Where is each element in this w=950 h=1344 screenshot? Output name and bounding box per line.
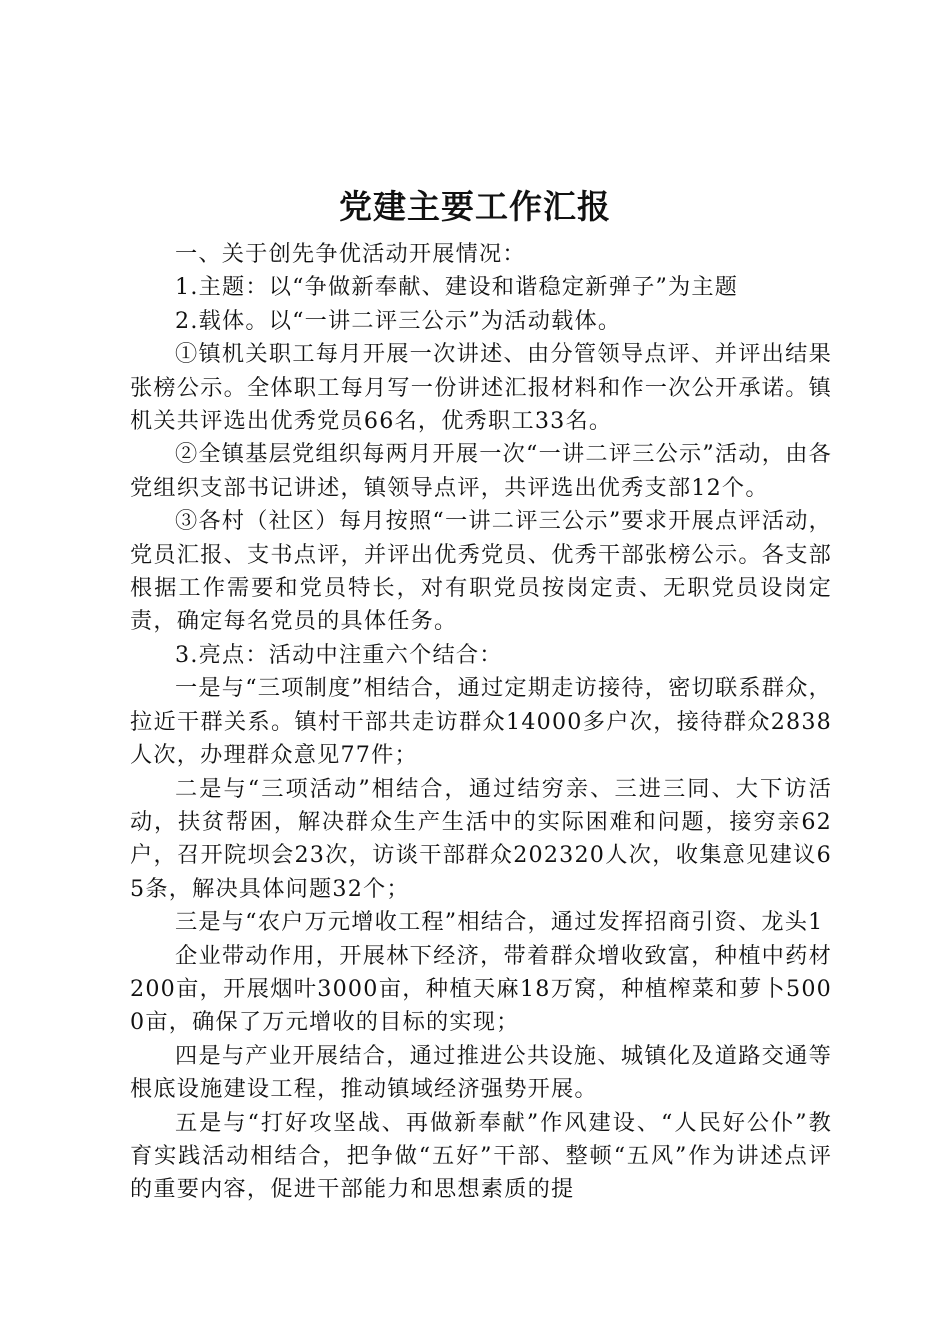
paragraph-highlights: 3.亮点：活动中注重六个结合： bbox=[175, 641, 503, 668]
paragraph-combination-2: 二是与“三项活动”相结合，通过结穷亲、三进三同、大下访活动，扶贫帮困，解决群众生产生活中的实际困难和问题，接穷亲62户，召开院坝会23次，访谈干部群众202320人次，收集意见建议65条，解决具体问题32个； bbox=[130, 775, 832, 902]
paragraph-item-2: ②全镇基层党组织每两月开展一次“一讲二评三公示”活动，由各党组织支部书记讲述，镇领导点评，共评选出优秀支部12个。 bbox=[130, 441, 832, 501]
paragraph-combination-3-cont: 企业带动作用，开展林下经济，带着群众增收致富，种植中药材200亩，开展烟叶3000亩，种植天麻18万窝，种植榨菜和萝卜5000亩，确保了万元增收的目标的实现； bbox=[130, 942, 832, 1036]
document-title: 党建主要工作汇报 bbox=[339, 187, 611, 226]
paragraph-combination-5: 五是与“打好攻坚战、再做新奉献”作风建设、“人民好公仆”教育实践活动相结合，把争做“五好”干部、整顿“五风”作为讲述点评的重要内容，促进干部能力和思想素质的提 bbox=[130, 1109, 832, 1203]
paragraph-carrier: 2.载体。以“一讲二评三公示”为活动载体。 bbox=[175, 307, 622, 334]
paragraph-combination-3: 三是与“农户万元增收工程”相结合，通过发挥招商引资、龙头1 bbox=[175, 909, 824, 936]
paragraph-item-3: ③各村（社区）每月按照“一讲二评三公示”要求开展点评活动，党员汇报、支书点评，并评出优秀党员、优秀干部张榜公示。各支部根据工作需要和党员特长，对有职党员按岗定责、无职党员设岗定责，确定每名党员的具体任务。 bbox=[130, 508, 832, 635]
document-body bbox=[130, 238, 832, 1207]
paragraph-section-heading: 一、关于创先争优活动开展情况： bbox=[175, 241, 526, 267]
paragraph-combination-1: 一是与“三项制度”相结合，通过定期走访接待，密切联系群众，拉近干群关系。镇村干部共走访群众14000多户次，接待群众2838人次，办理群众意见77件； bbox=[130, 675, 832, 769]
paragraph-item-1: ①镇机关职工每月开展一次讲述、由分管领导点评、并评出结果张榜公示。全体职工每月写一份讲述汇报材料和作一次公开承诺。镇机关共评选出优秀党员66名，优秀职工33名。 bbox=[130, 341, 832, 435]
paragraph-combination-4: 四是与产业开展结合，通过推进公共设施、城镇化及道路交通等根底设施建设工程，推动镇域经济强势开展。 bbox=[130, 1042, 832, 1103]
paragraph-theme: 1.主题：以“争做新奉献、建设和谐稳定新弹子”为主题 bbox=[175, 274, 739, 301]
